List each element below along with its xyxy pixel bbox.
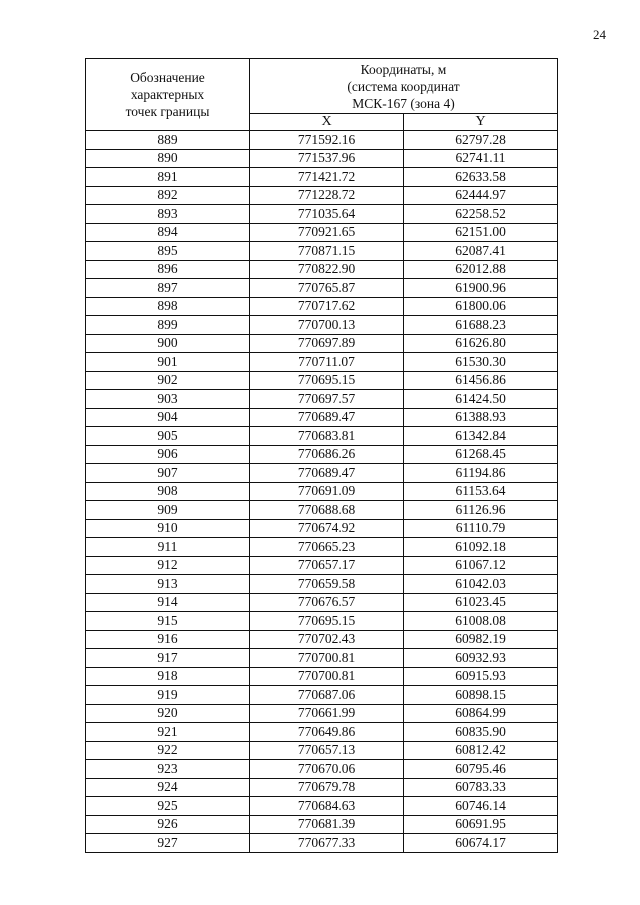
table-row: [86, 741, 558, 760]
table-row: [86, 223, 558, 242]
y-coordinate-cell: 60746.14: [404, 797, 558, 816]
y-coordinate-cell: 60691.95: [404, 815, 558, 834]
table-row: [86, 501, 558, 520]
x-coordinate-cell: 770695.15: [250, 612, 404, 631]
table-row: [86, 593, 558, 612]
table-row: [86, 186, 558, 205]
x-coordinate-cell: 770683.81: [250, 427, 404, 446]
x-coordinate-cell: 770689.47: [250, 464, 404, 483]
y-coordinate-cell: 60835.90: [404, 723, 558, 742]
x-coordinate-cell: 770697.57: [250, 390, 404, 409]
x-coordinate-cell: 770681.39: [250, 815, 404, 834]
x-coordinate-cell: 770702.43: [250, 630, 404, 649]
y-coordinate-cell: 61530.30: [404, 353, 558, 372]
y-coordinate-cell: 60982.19: [404, 630, 558, 649]
table-row: [86, 168, 558, 187]
x-coordinate-cell: 770679.78: [250, 778, 404, 797]
y-coordinate-cell: 62087.41: [404, 242, 558, 261]
y-coordinate-cell: 61008.08: [404, 612, 558, 631]
point-number-cell: 919: [86, 686, 250, 705]
y-coordinate-cell: 60915.93: [404, 667, 558, 686]
point-number-cell: 911: [86, 538, 250, 557]
table-row: [86, 353, 558, 372]
table-body: [86, 131, 558, 853]
x-coordinate-cell: 770676.57: [250, 593, 404, 612]
x-coordinate-cell: 770695.15: [250, 371, 404, 390]
x-coordinate-cell: 771228.72: [250, 186, 404, 205]
point-number-cell: 897: [86, 279, 250, 298]
table-row: [86, 390, 558, 409]
y-coordinate-cell: 61042.03: [404, 575, 558, 594]
point-number-cell: 926: [86, 815, 250, 834]
point-number-cell: 912: [86, 556, 250, 575]
point-number-cell: 890: [86, 149, 250, 168]
point-number-cell: 891: [86, 168, 250, 187]
coordinates-header: [250, 59, 558, 114]
table-row: [86, 649, 558, 668]
point-number-cell: 923: [86, 760, 250, 779]
y-coordinate-cell: 60812.42: [404, 741, 558, 760]
y-column-header: Y: [404, 114, 558, 131]
x-coordinate-cell: 770921.65: [250, 223, 404, 242]
y-coordinate-cell: 62741.11: [404, 149, 558, 168]
point-number-cell: 922: [86, 741, 250, 760]
x-coordinate-cell: 770686.26: [250, 445, 404, 464]
y-coordinate-cell: 61153.64: [404, 482, 558, 501]
point-number-cell: 904: [86, 408, 250, 427]
table-row: [86, 778, 558, 797]
point-number-cell: 916: [86, 630, 250, 649]
table-row: [86, 612, 558, 631]
point-number-cell: 901: [86, 353, 250, 372]
table-row: [86, 297, 558, 316]
header-line: МСК-167 (зона 4): [352, 95, 455, 111]
x-coordinate-cell: 770822.90: [250, 260, 404, 279]
point-designation-header: [86, 59, 250, 131]
table-row: [86, 667, 558, 686]
y-coordinate-cell: 60674.17: [404, 834, 558, 853]
table-row: [86, 834, 558, 853]
x-coordinate-cell: 770674.92: [250, 519, 404, 538]
x-coordinate-cell: 770697.89: [250, 334, 404, 353]
header-line: Координаты, м: [360, 61, 447, 77]
y-coordinate-cell: 61626.80: [404, 334, 558, 353]
point-number-cell: 908: [86, 482, 250, 501]
y-coordinate-cell: 61800.06: [404, 297, 558, 316]
point-number-cell: 900: [86, 334, 250, 353]
point-number-cell: 893: [86, 205, 250, 224]
point-number-cell: 914: [86, 593, 250, 612]
y-coordinate-cell: 61110.79: [404, 519, 558, 538]
x-coordinate-cell: 770689.47: [250, 408, 404, 427]
point-number-cell: 905: [86, 427, 250, 446]
table-row: [86, 538, 558, 557]
y-coordinate-cell: 60864.99: [404, 704, 558, 723]
y-coordinate-cell: 61456.86: [404, 371, 558, 390]
y-coordinate-cell: 62444.97: [404, 186, 558, 205]
point-number-cell: 899: [86, 316, 250, 335]
point-number-cell: 925: [86, 797, 250, 816]
y-coordinate-cell: 61126.96: [404, 501, 558, 520]
point-number-cell: 896: [86, 260, 250, 279]
y-coordinate-cell: 62012.88: [404, 260, 558, 279]
y-coordinate-cell: 60898.15: [404, 686, 558, 705]
table-row: [86, 482, 558, 501]
x-coordinate-cell: 770657.17: [250, 556, 404, 575]
y-coordinate-cell: 60795.46: [404, 760, 558, 779]
x-coordinate-cell: 770687.06: [250, 686, 404, 705]
x-coordinate-cell: 771035.64: [250, 205, 404, 224]
x-coordinate-cell: 770700.81: [250, 667, 404, 686]
coordinates-table: [85, 58, 558, 853]
header-line: Обозначение: [130, 70, 205, 85]
y-coordinate-cell: 62151.00: [404, 223, 558, 242]
point-number-cell: 889: [86, 131, 250, 150]
table-row: [86, 464, 558, 483]
x-coordinate-cell: 770665.23: [250, 538, 404, 557]
table-row: [86, 815, 558, 834]
page-number: 24: [593, 27, 606, 42]
x-coordinate-cell: 770659.58: [250, 575, 404, 594]
table-row: [86, 760, 558, 779]
point-number-cell: 909: [86, 501, 250, 520]
x-coordinate-cell: 770684.63: [250, 797, 404, 816]
point-number-cell: 903: [86, 390, 250, 409]
y-coordinate-cell: 60783.33: [404, 778, 558, 797]
point-number-cell: 895: [86, 242, 250, 261]
point-number-cell: 894: [86, 223, 250, 242]
y-coordinate-cell: 61688.23: [404, 316, 558, 335]
table-row: [86, 371, 558, 390]
table-row: [86, 149, 558, 168]
table-row: [86, 723, 558, 742]
point-number-cell: 918: [86, 667, 250, 686]
point-number-cell: 920: [86, 704, 250, 723]
y-coordinate-cell: 61023.45: [404, 593, 558, 612]
x-coordinate-cell: 770700.13: [250, 316, 404, 335]
x-coordinate-cell: 771592.16: [250, 131, 404, 150]
table-header-row: [86, 59, 558, 114]
y-coordinate-cell: 62633.58: [404, 168, 558, 187]
table-row: [86, 686, 558, 705]
y-coordinate-cell: 60932.93: [404, 649, 558, 668]
table-row: [86, 260, 558, 279]
table-row: [86, 575, 558, 594]
y-coordinate-cell: 61067.12: [404, 556, 558, 575]
table-row: [86, 797, 558, 816]
x-coordinate-cell: 770677.33: [250, 834, 404, 853]
y-coordinate-cell: 62797.28: [404, 131, 558, 150]
point-number-cell: 898: [86, 297, 250, 316]
x-coordinate-cell: 770691.09: [250, 482, 404, 501]
point-number-cell: 906: [86, 445, 250, 464]
x-coordinate-cell: 770871.15: [250, 242, 404, 261]
x-coordinate-cell: 770711.07: [250, 353, 404, 372]
x-coordinate-cell: 770717.62: [250, 297, 404, 316]
x-coordinate-cell: 770670.06: [250, 760, 404, 779]
y-coordinate-cell: 61268.45: [404, 445, 558, 464]
point-number-cell: 915: [86, 612, 250, 631]
x-coordinate-cell: 771537.96: [250, 149, 404, 168]
point-number-cell: 907: [86, 464, 250, 483]
x-coordinate-cell: 770700.81: [250, 649, 404, 668]
y-coordinate-cell: 61424.50: [404, 390, 558, 409]
x-coordinate-cell: 770688.68: [250, 501, 404, 520]
point-number-cell: 910: [86, 519, 250, 538]
table-row: [86, 519, 558, 538]
point-number-cell: 913: [86, 575, 250, 594]
header-line: точек границы: [125, 104, 210, 119]
table-row: [86, 630, 558, 649]
table-row: [86, 334, 558, 353]
x-column-header: X: [250, 114, 404, 131]
table-row: [86, 556, 558, 575]
y-coordinate-cell: 62258.52: [404, 205, 558, 224]
header-line: характерных: [130, 87, 205, 102]
point-number-cell: 892: [86, 186, 250, 205]
header-line: (система координат: [347, 78, 460, 94]
x-coordinate-cell: 770649.86: [250, 723, 404, 742]
table-row: [86, 205, 558, 224]
table-row: [86, 427, 558, 446]
table-row: [86, 316, 558, 335]
point-number-cell: 927: [86, 834, 250, 853]
table-row: [86, 242, 558, 261]
point-number-cell: 921: [86, 723, 250, 742]
y-coordinate-cell: 61342.84: [404, 427, 558, 446]
y-coordinate-cell: 61092.18: [404, 538, 558, 557]
point-number-cell: 924: [86, 778, 250, 797]
x-coordinate-cell: 770765.87: [250, 279, 404, 298]
table-row: [86, 131, 558, 150]
x-coordinate-cell: 770657.13: [250, 741, 404, 760]
point-number-cell: 917: [86, 649, 250, 668]
table-row: [86, 704, 558, 723]
y-coordinate-cell: 61388.93: [404, 408, 558, 427]
y-coordinate-cell: 61900.96: [404, 279, 558, 298]
table-row: [86, 279, 558, 298]
x-coordinate-cell: 771421.72: [250, 168, 404, 187]
table-row: [86, 408, 558, 427]
x-coordinate-cell: 770661.99: [250, 704, 404, 723]
point-number-cell: 902: [86, 371, 250, 390]
table-row: [86, 445, 558, 464]
y-coordinate-cell: 61194.86: [404, 464, 558, 483]
